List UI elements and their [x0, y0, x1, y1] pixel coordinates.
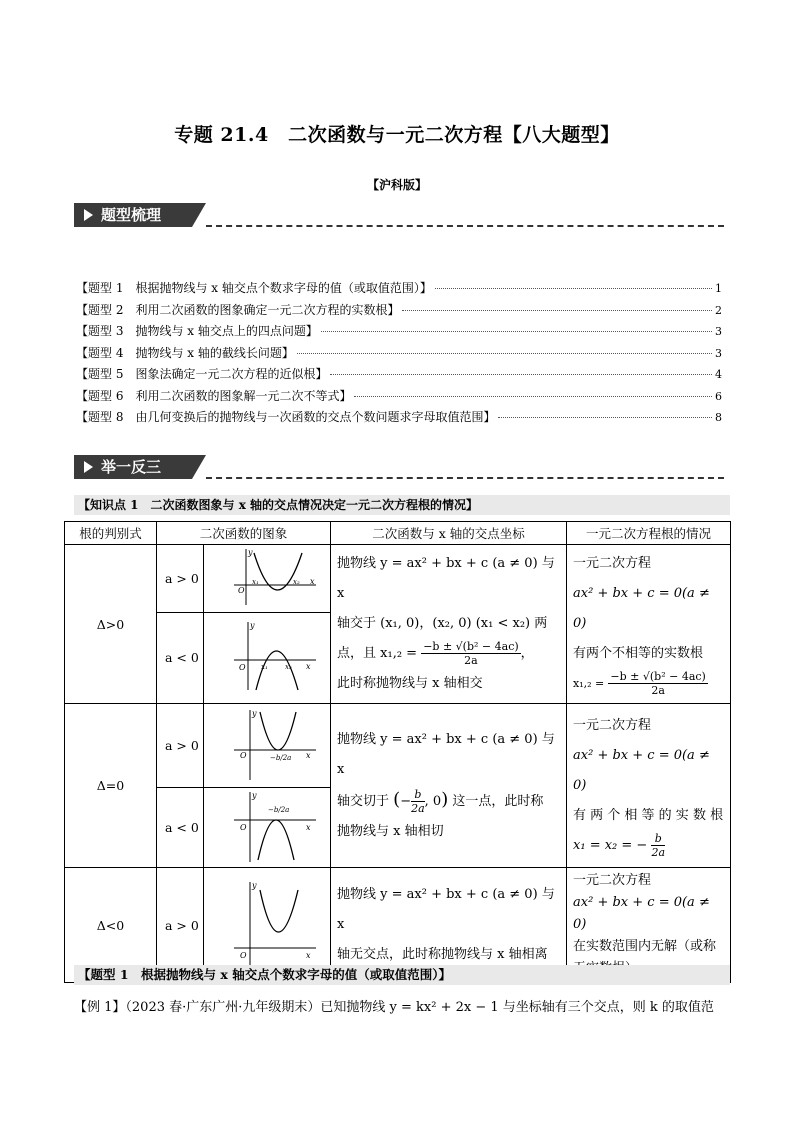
- toc-item[interactable]: 【题型 4 抛物线与 x 轴的截线长问题】 3: [76, 345, 722, 360]
- parabola-down-two-roots-graph: [204, 616, 330, 696]
- svg-text:x₁: x₁: [252, 577, 259, 586]
- dashed-divider: [206, 225, 724, 227]
- banner-label: 举一反三: [101, 458, 162, 476]
- discriminant-cell: Δ<0: [65, 868, 157, 983]
- svg-text:O: O: [240, 751, 247, 760]
- banner-examples: [74, 455, 724, 485]
- svg-text:x₁: x₁: [261, 663, 268, 672]
- discriminant-table: [64, 521, 731, 983]
- condition-cell: a < 0: [157, 612, 204, 703]
- roots-cell: 一元二次方程 ax² + bx + c = 0(a ≠ 0) 有两个不相等的实数根 x₁,₂ = $\frac{\text{−b ± √(b² − 4ac)}}{2a}$: [567, 545, 731, 704]
- header-discriminant: 根的判别式: [65, 522, 157, 545]
- parabola-no-roots-graph: [204, 874, 330, 974]
- svg-text:x: x: [306, 662, 311, 672]
- svg-text:y: y: [248, 547, 253, 557]
- toc-item[interactable]: 【题型 3 抛物线与 x 轴交点上的四点问题】 3: [76, 324, 722, 338]
- roots-cell: 一元二次方程 ax² + bx + c = 0(a ≠ 0) 在实数范围内无解（或称: [567, 868, 731, 983]
- knowledge-point-heading: 【知识点 1 二次函数图象与 x 轴的交点情况决定一元二次方程根的情况】: [74, 495, 730, 515]
- svg-text:O: O: [240, 823, 247, 832]
- intersection-cell: 抛物线 y = ax² + bx + c (a ≠ 0) 与 x 轴无交点，此时称抛物线与 x 轴相离: [331, 868, 567, 983]
- dashed-divider: [206, 477, 724, 479]
- parabola-down-tangent-graph: [204, 788, 330, 864]
- question-type-heading: 【题型 1 根据抛物线与 x 轴交点个数求字母的值（或取值范围）】: [74, 965, 730, 985]
- intersection-cell: 抛物线 y = ax² + bx + c (a ≠ 0) 与 x 轴交于 (x₁, 0)，(x₂, 0) (x₁ < x₂) 两 点，且 x₁,₂ = $\frac{\text{−b ± √(b² − 4ac)}}{2a}$ ， 此时称抛物线与 x 轴相交: [331, 545, 567, 704]
- condition-cell: a > 0: [157, 545, 204, 613]
- edition-label: 【沪科版】: [366, 178, 427, 192]
- root-formula: $\frac{\text{−b ± √(b² − 4ac)}}{2a}$: [423, 640, 519, 667]
- play-icon: [84, 209, 93, 221]
- banner-question-types: [74, 203, 724, 233]
- roots-cell: 一元二次方程 ax² + bx + c = 0(a ≠ 0) 有 两 个 相 等 的 实 数 根 x₁ = x₂ = − $\frac{b}{2a}$: [567, 704, 731, 868]
- svg-text:O: O: [239, 663, 246, 673]
- vertex-label: −b/2a: [270, 754, 292, 762]
- svg-text:y: y: [252, 880, 257, 890]
- root-formula: $\frac{\text{−b ± √(b² − 4ac)}}{2a}$: [610, 670, 706, 697]
- play-icon: [84, 461, 93, 473]
- example-text: 【例 1】（2023 春·广东广州·九年级期末）已知抛物线 y = kx² + 2x − 1 与坐标轴有三个交点，则 k 的取值范: [74, 1000, 714, 1015]
- svg-text:y: y: [252, 709, 257, 718]
- graph-cell: [204, 612, 331, 703]
- svg-text:y: y: [252, 791, 257, 800]
- svg-text:O: O: [238, 585, 245, 595]
- banner-tag: [74, 203, 192, 227]
- parabola-up-tangent-graph: [204, 704, 330, 784]
- svg-text:x: x: [306, 950, 311, 960]
- svg-text:x₂: x₂: [285, 663, 292, 672]
- toc-item[interactable]: 【题型 8 由几何变换后的抛物线与一次函数的交点个数问题求字母取值范围】 8: [76, 410, 722, 424]
- svg-text:x: x: [306, 823, 311, 832]
- svg-text:O: O: [240, 950, 247, 960]
- page-title: 专题 21.4 二次函数与一元二次方程【八大题型】: [174, 124, 620, 146]
- toc-item[interactable]: 【题型 2 利用二次函数的图象确定一元二次方程的实数根】 2: [76, 302, 722, 317]
- svg-text:−b/2a: −b/2a: [268, 806, 290, 814]
- header-intersection: 二次函数与 x 轴的交点坐标: [331, 522, 567, 545]
- graph-cell: [204, 704, 331, 788]
- svg-text:y: y: [250, 621, 255, 631]
- toc-item[interactable]: 【题型 5 图象法确定一元二次方程的近似根】 4: [76, 367, 722, 381]
- graph-cell: [204, 788, 331, 868]
- banner-tag: [74, 455, 192, 479]
- table-of-contents: [76, 279, 722, 430]
- header-roots: 一元二次方程根的情况: [567, 522, 731, 545]
- header-graph: 二次函数的图象: [157, 522, 331, 545]
- condition-cell: a > 0: [157, 868, 204, 983]
- banner-label: 题型梳理: [101, 206, 162, 224]
- table-row: [65, 704, 731, 788]
- discriminant-cell: Δ>0: [65, 545, 157, 704]
- table-row: [65, 545, 731, 613]
- table-header-row: [65, 522, 731, 545]
- intersection-cell: 抛物线 y = ax² + bx + c (a ≠ 0) 与 x 轴交切于 (− $\frac{b}{2a}$ , 0) 这一点，此时称 抛物线与 x 轴相切: [331, 704, 567, 868]
- svg-text:x: x: [310, 576, 315, 586]
- svg-text:x₂: x₂: [293, 577, 300, 586]
- toc-item[interactable]: 【题型 1 根据抛物线与 x 轴交点个数求字母的值（或取值范围）】 1: [76, 281, 722, 295]
- parabola-up-two-roots-graph: [204, 547, 330, 607]
- toc-item[interactable]: 【题型 6 利用二次函数的图象解一元二次不等式】 6: [76, 388, 722, 403]
- svg-text:x: x: [306, 751, 311, 760]
- discriminant-cell: Δ=0: [65, 704, 157, 868]
- condition-cell: a < 0: [157, 788, 204, 868]
- graph-cell: [204, 545, 331, 613]
- condition-cell: a > 0: [157, 704, 204, 788]
